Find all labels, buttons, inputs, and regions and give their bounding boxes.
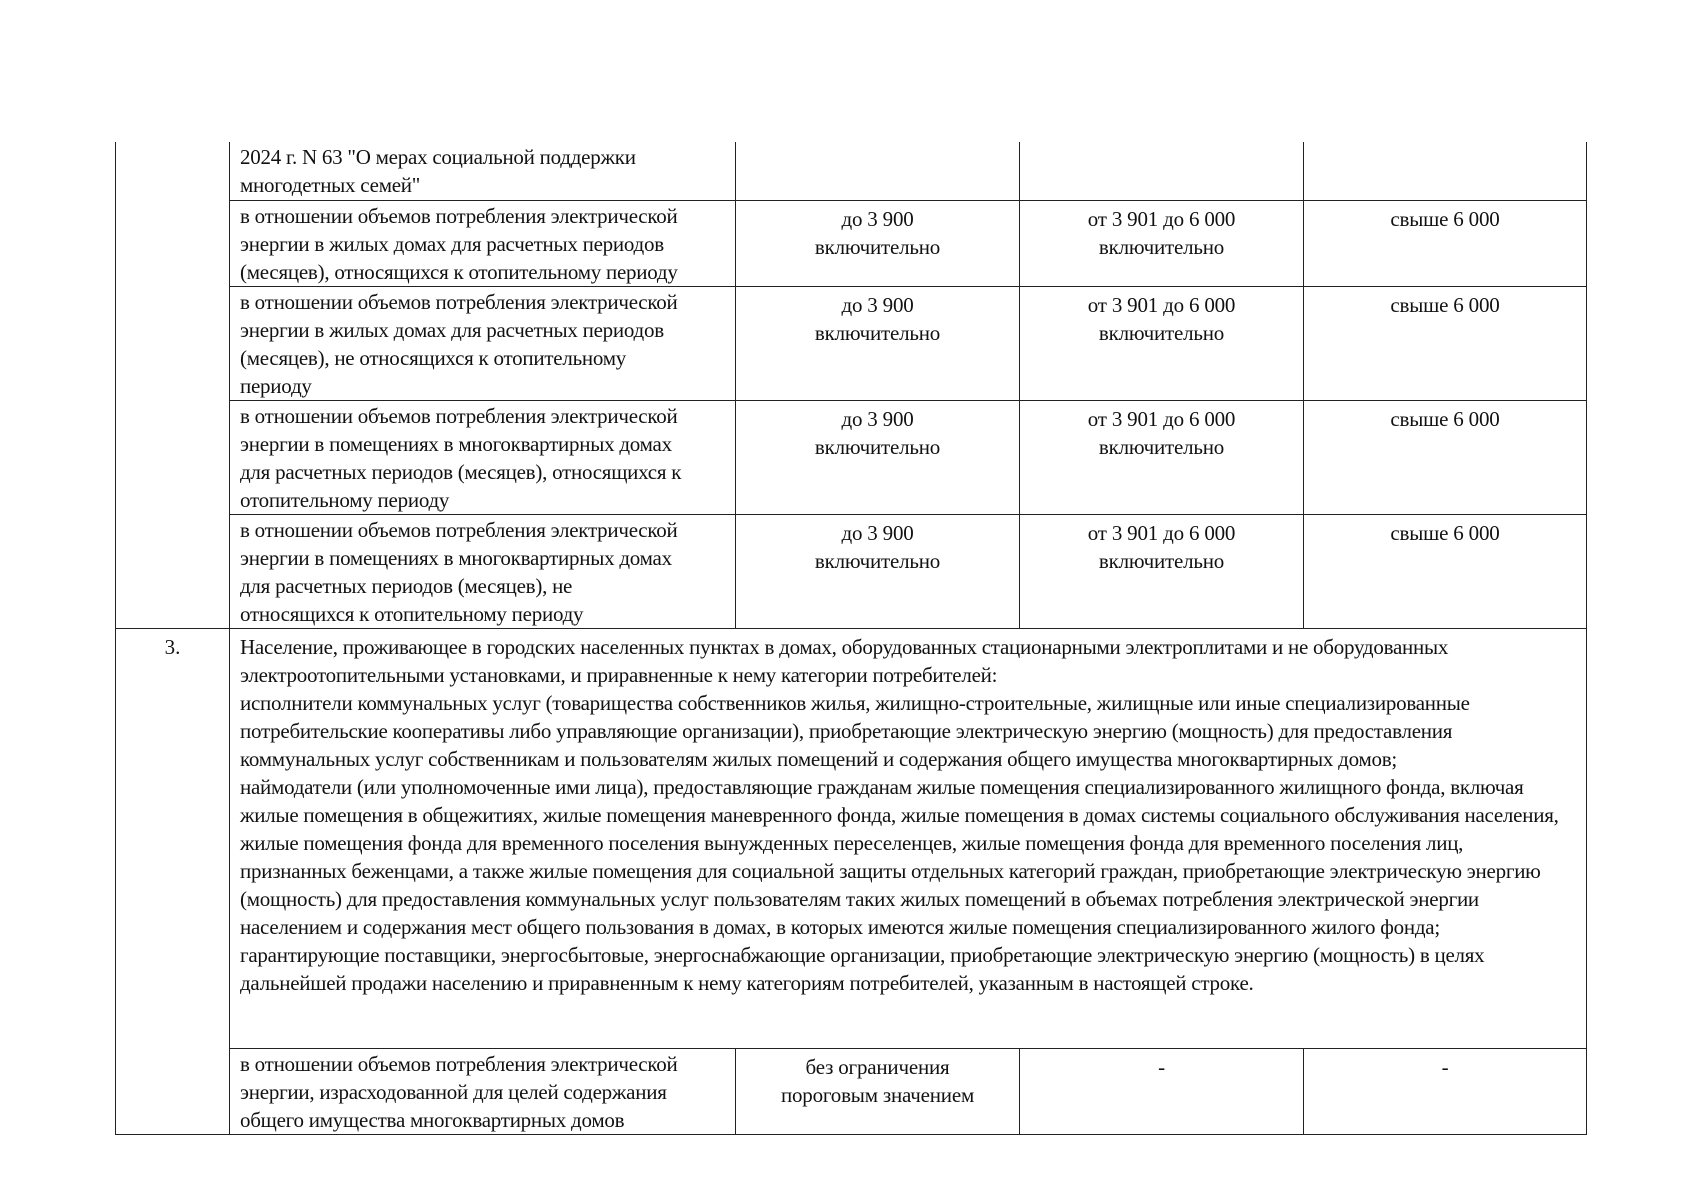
range-mid-cell: от 3 901 до 6 000 включительно <box>1020 286 1304 400</box>
range-low-cell: до 3 900 включительно <box>736 514 1020 628</box>
row-3-header <box>116 628 1587 1048</box>
consumption-description: в отношении объемов потребления электрической энергии, израсходованной для целей содержания общего имущества многоквартирных домов <box>230 1048 736 1134</box>
consumer-category-text <box>230 628 1587 1048</box>
continued-header-row <box>116 142 1587 200</box>
range-low-cell: до 3 900 включительно <box>736 286 1020 400</box>
table-row <box>116 1048 1587 1134</box>
category-paragraph: гарантирующие поставщики, энергосбытовые, энергоснабжающие организации, приобретающие электрическую энергию (мощность) в целях дальнейшей продажи населению и приравненным к нему категориям потребителей, указанным в настоящей строке. <box>240 942 1485 995</box>
range-high-cell: свыше 6 000 <box>1304 286 1587 400</box>
category-paragraph: наймодатели (или уполномоченные ими лица), предоставляющие гражданам жилые помещения специализированного жилищного фонда, включая жилые помещения в общежитиях, жилые помещения маневренного фонда, жилые помещения в домах системы социального обслуживания населения, жилые помещения фонда для временного поселения вынужденных переселенцев, жилые помещения фонда для временного поселения лиц, признанных беженцами, а также жилые помещения для социальной защиты отдельных категорий граждан, приобретающие электрическую энергию (мощность) для предоставления коммунальных услуг пользователям таких жилых помещений в объемах потребления электрической энергии населением и содержания мест общего пользования в домах, в которых имеются жилые помещения специализированного жилого фонда; <box>240 774 1559 939</box>
category-paragraph: Население, проживающее в городских населенных пунктах в домах, оборудованных стационарными электроплитами и не оборудованных электроотопительными установками, и приравненные к нему категории потребителей: <box>240 634 1449 687</box>
table-row <box>116 286 1587 400</box>
row-number-cell: 3. <box>116 628 230 1134</box>
consumption-description: в отношении объемов потребления электрической энергии в жилых домах для расчетных периодов (месяцев), относящихся к отопительному периоду <box>230 200 736 286</box>
table-row <box>116 200 1587 286</box>
range-mid-cell: от 3 901 до 6 000 включительно <box>1020 200 1304 286</box>
consumption-description: в отношении объемов потребления электрической энергии в жилых домах для расчетных периодов (месяцев), не относящихся к отопительному периоду <box>230 286 736 400</box>
range-low-cell: до 3 900 включительно <box>736 400 1020 514</box>
range-high-cell: свыше 6 000 <box>1304 200 1587 286</box>
table-row <box>116 514 1587 628</box>
range-high-cell: - <box>1304 1048 1587 1134</box>
range-high-cell: свыше 6 000 <box>1304 514 1587 628</box>
tariff-table <box>115 142 1587 1135</box>
empty-cell <box>1304 142 1587 200</box>
continued-header-text: 2024 г. N 63 "О мерах социальной поддержки многодетных семей" <box>230 142 736 200</box>
consumption-description: в отношении объемов потребления электрической энергии в помещениях в многоквартирных домах для расчетных периодов (месяцев), относящихся к отопительному периоду <box>230 400 736 514</box>
range-low-cell: до 3 900 включительно <box>736 200 1020 286</box>
continued-row-number-cell <box>116 142 230 628</box>
range-mid-cell: - <box>1020 1048 1304 1134</box>
range-mid-cell: от 3 901 до 6 000 включительно <box>1020 514 1304 628</box>
range-mid-cell: от 3 901 до 6 000 включительно <box>1020 400 1304 514</box>
empty-cell <box>736 142 1020 200</box>
range-high-cell: свыше 6 000 <box>1304 400 1587 514</box>
tariff-table-page <box>115 142 1586 1135</box>
category-paragraph: исполнители коммунальных услуг (товарищества собственников жилья, жилищно-строительные, жилищные или иные специализированные потребительские кооперативы либо управляющие организации), приобретающие электрическую энергию (мощность) для предоставления коммунальных услуг собственникам и пользователям жилых помещений и содержания общего имущества многоквартирных домов; <box>240 690 1470 771</box>
table-row <box>116 400 1587 514</box>
consumption-description: в отношении объемов потребления электрической энергии в помещениях в многоквартирных домах для расчетных периодов (месяцев), не относящихся к отопительному периоду <box>230 514 736 628</box>
range-low-cell: без ограничения пороговым значением <box>736 1048 1020 1134</box>
empty-cell <box>1020 142 1304 200</box>
